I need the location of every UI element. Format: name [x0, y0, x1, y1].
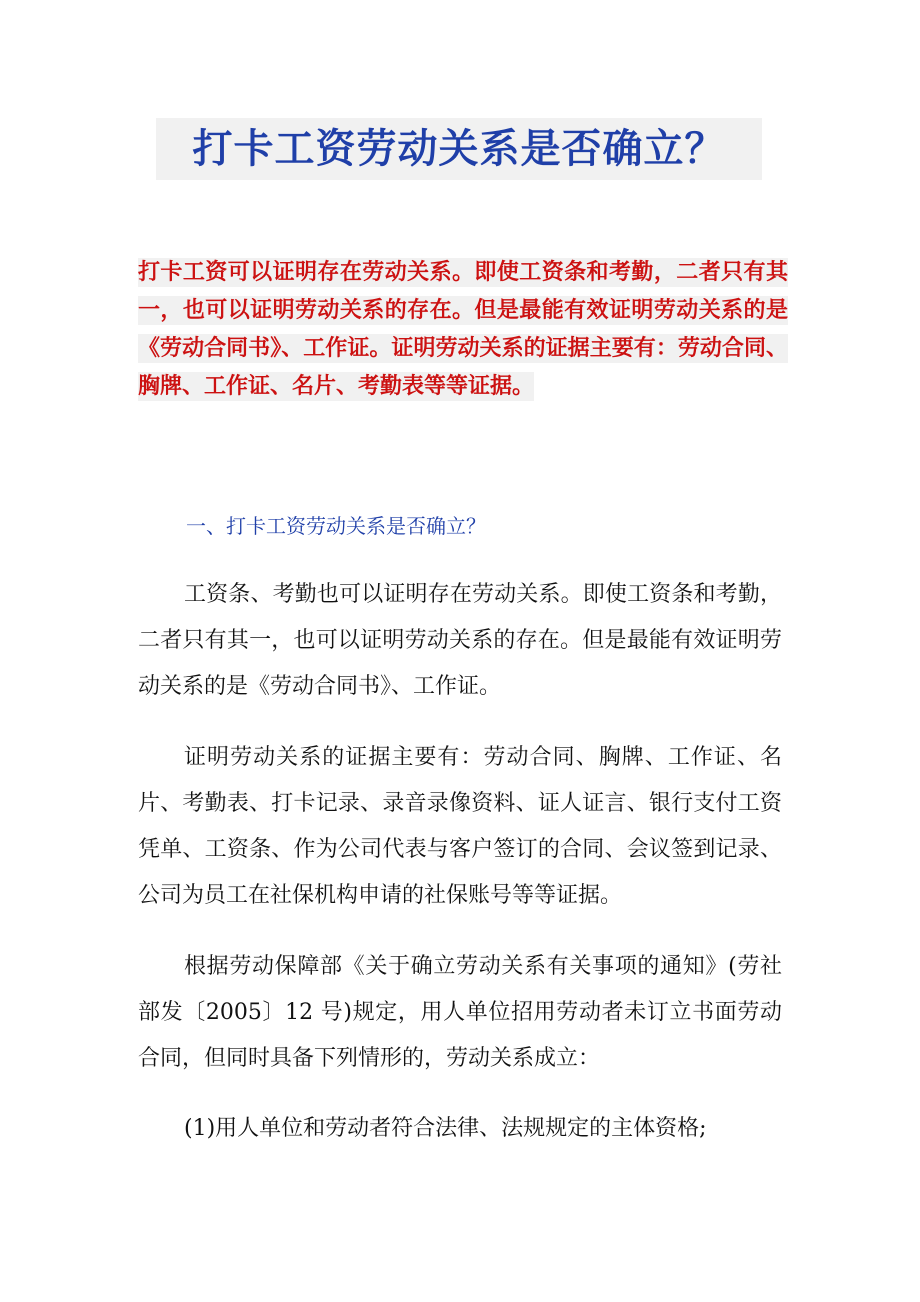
title-highlight [156, 118, 762, 180]
section-heading: 一、打卡工资劳动关系是否确立？ [186, 514, 486, 538]
page-title: 打卡工资劳动关系是否确立？ [192, 126, 726, 172]
body-paragraph-4: (1)用人单位和劳动者符合法律、法规规定的主体资格; [184, 1116, 707, 1141]
body-paragraph-2: 证明劳动关系的证据主要有：劳动合同、胸牌、工作证、名片、考勤表、打卡记录、录音录像资料、证人证言、银行支付工资凭单、工资条、作为公司代表与客户签订的合同、会议签到记录、公司为员工在社保机构申请的社保账号等等证据。 [138, 745, 782, 908]
body-paragraph-3: 根据劳动保障部《关于确立劳动关系有关事项的通知》(劳社部发〔2005〕12 号)规定，用人单位招用劳动者未订立书面劳动合同，但同时具备下列情形的，劳动关系成立： [138, 954, 782, 1071]
body-paragraph-1: 工资条、考勤也可以证明存在劳动关系。即使工资条和考勤，二者只有其一，也可以证明劳动关系的存在。但是最能有效证明劳动关系的是《劳动合同书》、工作证。 [138, 582, 782, 699]
summary-text: 打卡工资可以证明存在劳动关系。即使工资条和考勤，二者只有其一，也可以证明劳动关系的存在。但是最能有效证明劳动关系的是《劳动合同书》、工作证。证明劳动关系的证据主要有：劳动合同、胸牌、工作证、名片、考勤表等等证据。 [138, 260, 788, 399]
summary-paragraph [138, 254, 788, 406]
